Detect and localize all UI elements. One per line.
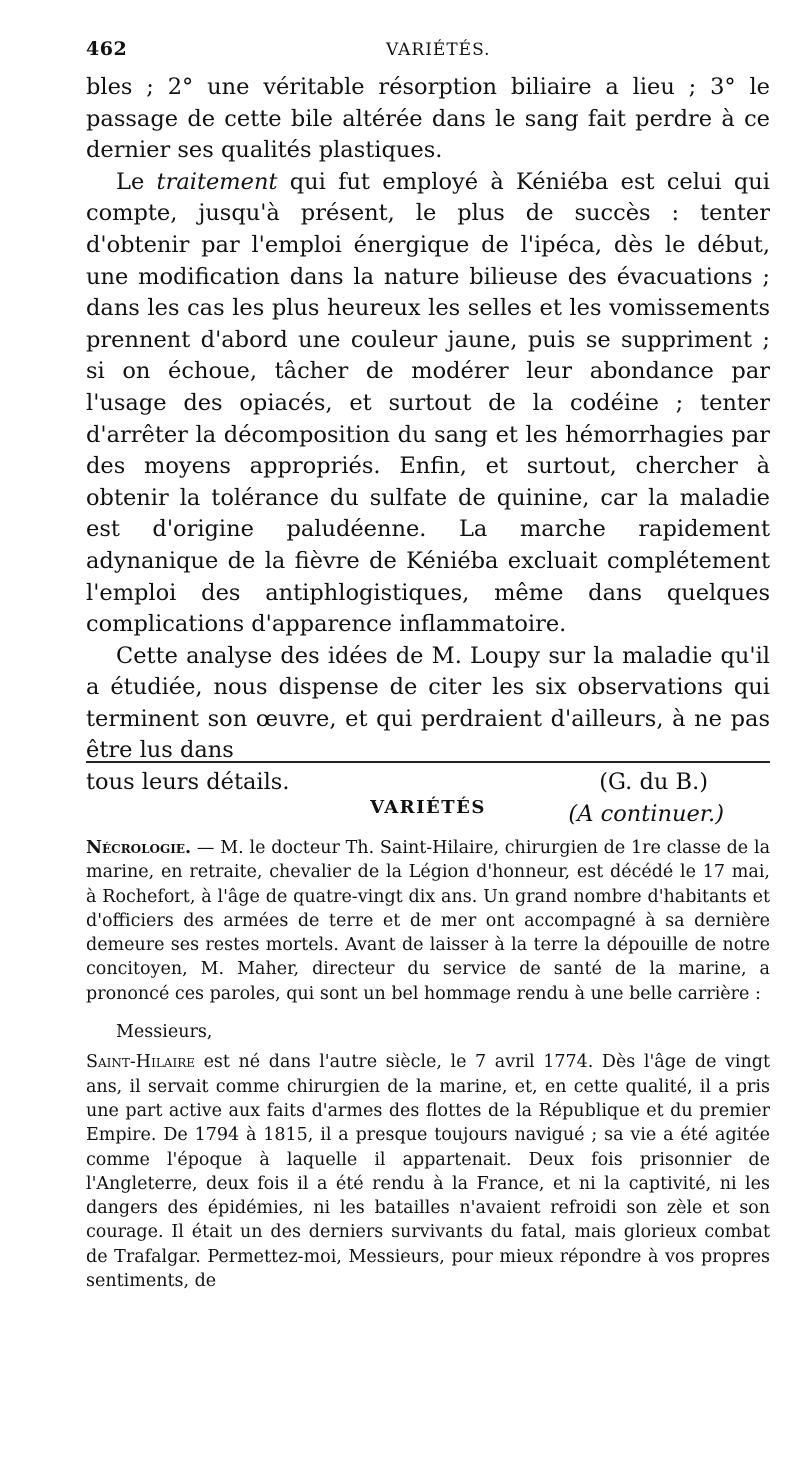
salutation: Messieurs, bbox=[116, 1022, 213, 1043]
article-continuation bbox=[86, 72, 770, 830]
running-title: VARIÉTÉS. bbox=[386, 40, 491, 60]
section-divider bbox=[86, 761, 770, 763]
necrology-lead-in: Nécrologie. bbox=[86, 838, 192, 858]
signature-row bbox=[86, 767, 770, 799]
necrology-body: — M. le docteur Th. Saint-Hilaire, chirurgien de 1re classe de la marine, en retraite, chevalier de la Légion d'honneur, est décédé le 17 mai, à Rochefort, à l'âge de quatre-vingt dix ans. Un grand nombre d'habitants et d'officiers des armées de terre et de mer ont accompagné à sa dernière demeure ses restes mortels. Avant de laisser à la terre la dépouille de notre concitoyen, M. Maher, directeur du service de santé de la marine, a prononcé ces paroles, qui sont un bel hommage rendu à une belle carrière : bbox=[86, 838, 770, 1004]
paragraph-analysis-last-line: tous leurs détails. bbox=[86, 769, 290, 796]
varietes-section bbox=[86, 836, 770, 1293]
necrology-paragraph bbox=[86, 836, 770, 1006]
eulogy-paragraph bbox=[86, 1050, 770, 1293]
paragraph-treatment bbox=[86, 167, 770, 641]
eulogy-name: Saint-Hilaire bbox=[86, 1052, 195, 1073]
author-signature: (G. du B.) bbox=[599, 769, 708, 796]
paragraph-treatment-prefix: Le bbox=[116, 168, 157, 195]
continuation-note: (A continuer.) bbox=[568, 800, 724, 827]
treatment-emphasis: traitement bbox=[156, 168, 278, 195]
paragraph-analysis: Cette analyse des idées de M. Loupy sur la maladie qu'il a étudiée, nous dispense de citer les six observations qui terminent son œuvre, et qui perdraient d'ailleurs, à ne pas être lus dans bbox=[86, 642, 770, 764]
page-header bbox=[86, 38, 770, 68]
eulogy-body: est né dans l'autre siècle, le 7 avril 1774. Dès l'âge de vingt ans, il servait comme chirurgien de la marine, et, en cette qualité, il a pris une part active aux faits d'armes des flottes de la République et du premier Empire. De 1794 à 1815, il a presque toujours navigué ; sa vie a été agitée comme l'époque à laquelle il appartenait. Deux fois prisonnier de l'Angleterre, deux fois il a été rendu à la France, et ni la captivité, ni les dangers des épidémies, ni les batailles n'avaient refroidi son zèle et son courage. Il était un des derniers survivants du fatal, mais glorieux combat de Trafalgar. Permettez-moi, Messieurs, pour mieux répondre à vos propres sentiments, de bbox=[86, 1052, 770, 1292]
paragraph-treatment-body: qui fut employé à Kéniéba est celui qui compte, jusqu'à présent, le plus de succès : tenter d'obtenir par l'emploi énergique de l'ipéca, dès le début, une modification dans la nature bilieuse des évacuations ; dans les cas les plus heureux les selles et les vomissements prennent d'abord une couleur jaune, puis se suppriment ; si on échoue, tâcher de modérer leur abondance par l'usage des opiacés, et surtout de la codéine ; tenter d'arrêter la décomposition du sang et les hémorrhagies par des moyens appropriés. Enfin, et surtout, chercher à obtenir la tolérance du sulfate de quinine, car la maladie est d'origine paludéenne. La marche rapidement adynanique de la fièvre de Kéniéba excluait complétement l'emploi des antiphlogistiques, même dans quelques complications d'apparence inflammatoire. bbox=[86, 168, 770, 638]
page-number: 462 bbox=[86, 38, 128, 60]
section-heading: VARIÉTÉS bbox=[370, 797, 486, 818]
paragraph-1: bles ; 2° une véritable résorption biliaire a lieu ; 3° le passage de cette bile altérée dans le sang fait perdre à ce dernier ses qualités plastiques. bbox=[86, 74, 770, 164]
